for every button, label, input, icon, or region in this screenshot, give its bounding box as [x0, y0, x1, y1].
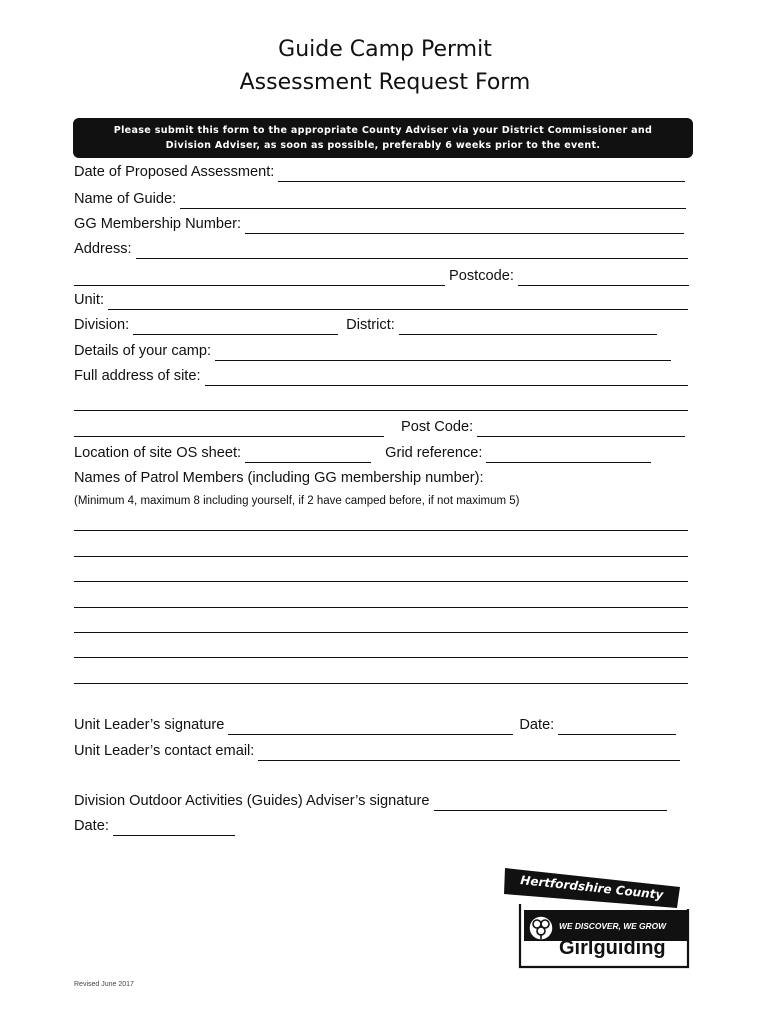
- leader-email-field[interactable]: [258, 739, 680, 761]
- camp-details-field[interactable]: [215, 339, 671, 361]
- adviser-date-field[interactable]: [113, 814, 235, 836]
- name-of-guide-row: [74, 187, 686, 209]
- revised-date: Revised June 2017: [74, 981, 134, 988]
- notice-line-1: Please submit this form to the appropriate County Adviser via your District Commissioner and: [113, 125, 653, 136]
- address-field-1[interactable]: [136, 237, 688, 259]
- site-address-field-1[interactable]: [205, 364, 688, 386]
- trefoil-icon: [529, 916, 553, 940]
- membership-number-label: GG Membership Number:: [74, 216, 242, 232]
- leader-signature-field[interactable]: [228, 713, 513, 735]
- adviser-signature-label: Division Outdoor Activities (Guides) Adviser’s signature: [74, 793, 430, 809]
- os-sheet-field[interactable]: [245, 441, 371, 463]
- patrol-members-row: [74, 466, 488, 488]
- postcode-label: Postcode:: [449, 268, 514, 284]
- grid-reference-label: Grid reference:: [385, 445, 483, 461]
- patrol-member-line-7[interactable]: [74, 683, 688, 684]
- form-title: Guide Camp Permit: [278, 37, 492, 62]
- address-label: Address:: [74, 241, 132, 257]
- postcode-field[interactable]: [518, 264, 689, 286]
- date-of-assessment-label: Date of Proposed Assessment:: [74, 164, 275, 180]
- camp-details-row: [74, 339, 671, 361]
- adviser-signature-field[interactable]: [434, 789, 667, 811]
- leader-date-field[interactable]: [558, 713, 676, 735]
- leader-signature-label: Unit Leader’s signature: [74, 717, 225, 733]
- adviser-date-row: [74, 814, 235, 836]
- grid-reference-field[interactable]: [486, 441, 651, 463]
- patrol-member-line-4[interactable]: [74, 607, 688, 608]
- post-code-field[interactable]: [477, 415, 685, 437]
- unit-label: Unit:: [74, 292, 105, 308]
- patrol-members-label: Names of Patrol Members (including GG membership number):: [74, 470, 484, 486]
- unit-field[interactable]: [108, 288, 688, 310]
- site-address-field-2[interactable]: [74, 410, 688, 411]
- os-grid-row: [74, 441, 651, 463]
- date-of-assessment-field[interactable]: [278, 160, 685, 182]
- name-of-guide-label: Name of Guide:: [74, 191, 177, 207]
- membership-number-field[interactable]: [245, 212, 684, 234]
- date-of-assessment-row: [74, 160, 685, 182]
- site-address-label: Full address of site:: [74, 368, 201, 384]
- leader-email-label: Unit Leader’s contact email:: [74, 743, 255, 759]
- girlguiding-logo: [502, 864, 692, 972]
- patrol-member-line-5[interactable]: [74, 632, 688, 633]
- district-label: District:: [346, 317, 395, 333]
- membership-number-row: [74, 212, 684, 234]
- district-field[interactable]: [399, 313, 657, 335]
- site-address-field-3[interactable]: [74, 415, 384, 437]
- division-field[interactable]: [133, 313, 338, 335]
- patrol-member-line-3[interactable]: [74, 581, 688, 582]
- camp-details-label: Details of your camp:: [74, 343, 212, 359]
- logo-brand: Girlguiding: [559, 937, 666, 959]
- address-field-2[interactable]: [74, 264, 445, 286]
- division-label: Division:: [74, 317, 130, 333]
- county-label: Hertfordshire County: [519, 873, 664, 902]
- logo-tagline: WE DISCOVER, WE GROW: [559, 921, 667, 931]
- site-address-row: [74, 364, 688, 386]
- unit-row: [74, 288, 688, 310]
- address-row: [74, 237, 688, 259]
- post-code-label: Post Code:: [401, 419, 474, 435]
- form-subtitle: Assessment Request Form: [239, 70, 531, 95]
- patrol-member-line-1[interactable]: [74, 530, 688, 531]
- patrol-member-line-6[interactable]: [74, 657, 688, 658]
- name-of-guide-field[interactable]: [180, 187, 686, 209]
- notice-line-2: Division Adviser, as soon as possible, preferably 6 weeks prior to the event.: [165, 140, 601, 151]
- division-district-row: [74, 313, 657, 335]
- adviser-date-label: Date:: [74, 818, 109, 834]
- address-postcode-row: [74, 264, 689, 286]
- patrol-member-line-2[interactable]: [74, 556, 688, 557]
- leader-signature-row: [74, 713, 676, 735]
- os-sheet-label: Location of site OS sheet:: [74, 445, 242, 461]
- submission-notice: [73, 118, 693, 158]
- patrol-members-note: (Minimum 4, maximum 8 including yourself, if 2 have camped before, if not maximum 5): [74, 495, 520, 507]
- leader-date-label: Date:: [519, 717, 555, 733]
- leader-email-row: [74, 739, 680, 761]
- adviser-signature-row: [74, 789, 667, 811]
- site-postcode-row: [74, 415, 685, 437]
